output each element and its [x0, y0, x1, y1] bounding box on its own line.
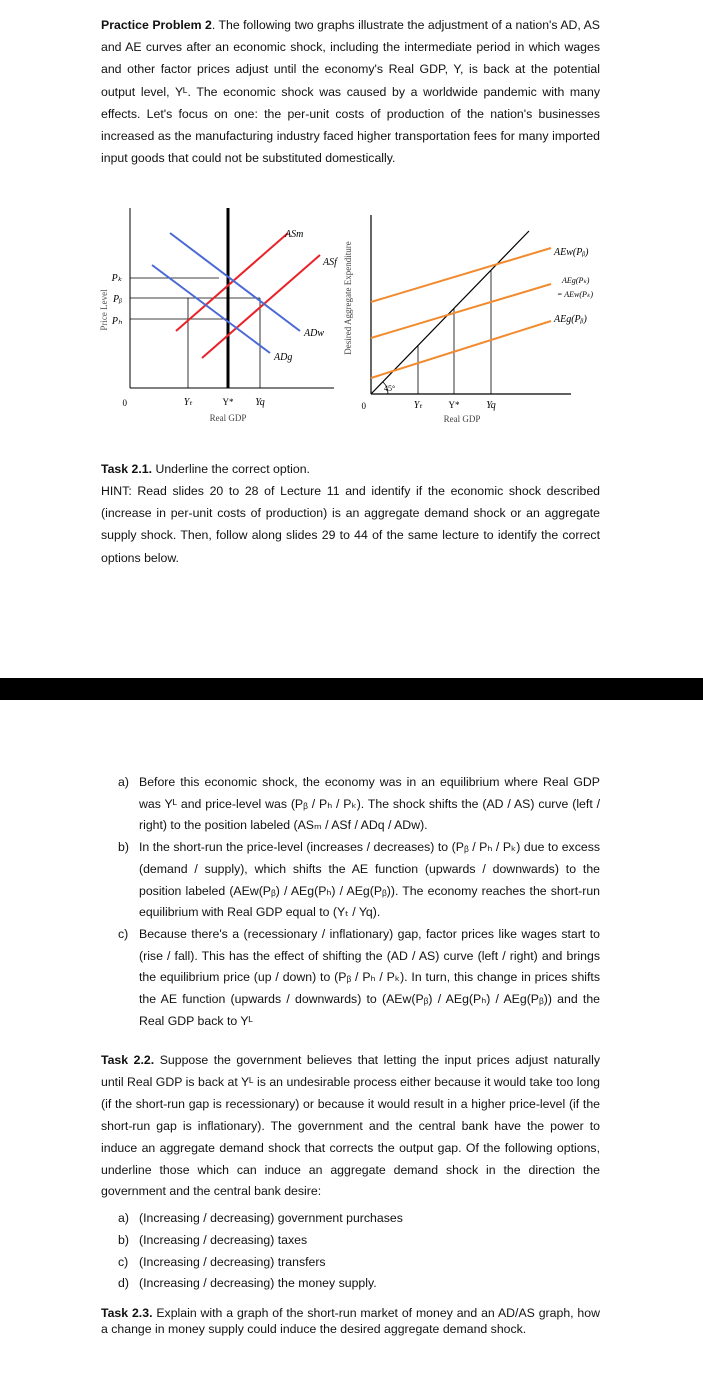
- label-yq: Yq: [255, 397, 265, 408]
- task-2-1-heading: [101, 458, 600, 480]
- y-axis-label: Desired Aggregate Expenditure: [343, 241, 353, 355]
- task-2-1-title: Task 2.1.: [101, 462, 153, 476]
- ad-as-graph: [92, 203, 342, 428]
- task-2-3: [101, 1305, 600, 1337]
- label-aew-pb: AEw(Pᵦ): [554, 247, 589, 258]
- item-marker: b): [118, 840, 129, 855]
- item-marker: a): [118, 775, 129, 789]
- label-pb: Pᵦ: [113, 294, 122, 305]
- item-text: Before this economic shock, the economy was in an equilibrium where Real GDP was Yᴸ and price-level was (Pᵦ / Pₕ / Pₖ). The shock shifts the (AD / AS) curve (left / right) to the position labeled (ASₘ / ASf / ADq / ADw).: [139, 775, 600, 833]
- task-2-2-options: [118, 1208, 403, 1295]
- y-axis-label: Price Level: [99, 289, 109, 331]
- problem-title: Practice Problem 2: [101, 18, 212, 32]
- aew-pb-line: [371, 248, 551, 302]
- label-asf: ASf: [323, 257, 337, 268]
- label-aeg-pk: AEg(Pₖ): [562, 276, 590, 285]
- label-asm: ASm: [285, 229, 304, 240]
- task-2-1-text: Underline the correct option.: [152, 462, 310, 476]
- option-text: (Increasing / decreasing) government purchases: [139, 1211, 403, 1225]
- option-text: (Increasing / decreasing) taxes: [139, 1232, 308, 1247]
- option-marker: c): [118, 1254, 129, 1269]
- option-text: (Increasing / decreasing) the money supply.: [139, 1276, 377, 1291]
- asm-curve: [176, 233, 288, 331]
- label-ph: Pₕ: [111, 316, 122, 327]
- adw-curve: [170, 233, 300, 331]
- ae-graph: [338, 203, 608, 428]
- label-ystar: Y*: [222, 397, 234, 407]
- option-item: [118, 1230, 403, 1252]
- option-item: [118, 1273, 403, 1295]
- task-2-1-hint: HINT: Read slides 20 to 28 of Lecture 11 and identify if the economic shock described (increase in per-unit costs of production) is an aggregate demand shock or an aggregate supply shock. Then, follow along slides 29 to 44 of the same lecture to identify the correct options below.: [101, 484, 600, 565]
- task-2-3-text: Explain with a graph of the short-run market of money and an AD/AS graph, how a change in money supply could induce the desired aggregate demand shock.: [101, 1306, 600, 1336]
- label-yt: Yₜ: [183, 397, 193, 408]
- option-item: [118, 1208, 403, 1230]
- x-axis-label: Real GDP: [443, 414, 481, 424]
- label-aew-pk: = AEw(Pₖ): [557, 290, 593, 299]
- label-adw: ADw: [304, 328, 324, 339]
- page-2: [0, 700, 703, 1393]
- list-item: [118, 772, 600, 837]
- task-2-3-title: Task 2.3.: [101, 1306, 153, 1320]
- item-marker: c): [118, 926, 129, 941]
- option-text: (Increasing / decreasing) transfers: [139, 1254, 326, 1269]
- option-marker: a): [118, 1211, 129, 1225]
- angle-label: 45°: [384, 384, 396, 393]
- task-2-1-items: [118, 772, 600, 1032]
- origin-label: 0: [361, 401, 366, 411]
- page-1: [0, 0, 703, 678]
- item-text: Because there's a (recessionary / inflationary) gap, factor prices like wages start to (rise / fall). This has the effect of shifting the (AD / AS) curve (left / right) and brings the equilibrium price (up / down) to (Pᵦ / Pₕ / Pₖ). In turn, this change in prices shifts the AE function (upwards / downwards) to (AEw(Pᵦ) / AEg(Pₕ) / AEg(Pᵦ)) and the Real GDP back to Yᴸ: [139, 926, 600, 1028]
- origin-label: 0: [122, 398, 127, 408]
- problem-text: . The following two graphs illustrate the adjustment of a nation's AD, AS and AE curves after an economic shock, including the intermediate period in which wages and other factor prices adjust until the economy's Real GDP, Y, is back at the potential output level, Yᴸ. The economic shock was caused by a worldwide pandemic with many effects. Let's focus on one: the per-unit costs of production of the nation's businesses increased as the manufacturing industry faced higher transportation fees for many imported input goods that could not be substituted domestically.: [101, 18, 601, 166]
- label-yq: Yq: [486, 400, 496, 411]
- label-pk: Pₖ: [111, 273, 122, 284]
- label-aeg-pb: AEg(Pᵦ): [554, 314, 587, 325]
- option-marker: d): [118, 1276, 129, 1291]
- list-item: [118, 924, 600, 1033]
- list-item: [118, 837, 600, 924]
- label-yt: Yₜ: [413, 400, 423, 411]
- label-adg: ADg: [274, 352, 293, 363]
- problem-statement: [101, 14, 600, 169]
- option-item: [118, 1252, 403, 1274]
- x-axis-label: Real GDP: [209, 413, 247, 423]
- item-text: In the short-run the price-level (increases / decreases) to (Pᵦ / Pₕ / Pₖ) due to excess (demand / supply), which shifts the AE function (upwards / downwards) to the position labeled (AEw(Pᵦ) / AEg(Pₕ) / AEg(Pᵦ)). The economy reaches the short-run equilibrium with Real GDP equal to (Yₜ / Yq).: [139, 840, 600, 920]
- option-marker: b): [118, 1232, 129, 1247]
- task-2-2-title: Task 2.2.: [101, 1053, 155, 1067]
- label-ystar: Y*: [448, 400, 460, 410]
- task-2-2: [101, 1050, 600, 1203]
- task-2-2-text: Suppose the government believes that letting the input prices adjust naturally until Real GDP is back at Yᴸ is an undesirable process either because it would take too long (if the short-run gap is recessionary) or because it would result in a higher price-level (if the short-run gap is inflationary). The government and the central bank have the power to induce an aggregate demand shock that corrects the output gap. Of the following options, underline those which can induce an aggregate demand shock in the direction the government and the central bank desire:: [101, 1053, 600, 1199]
